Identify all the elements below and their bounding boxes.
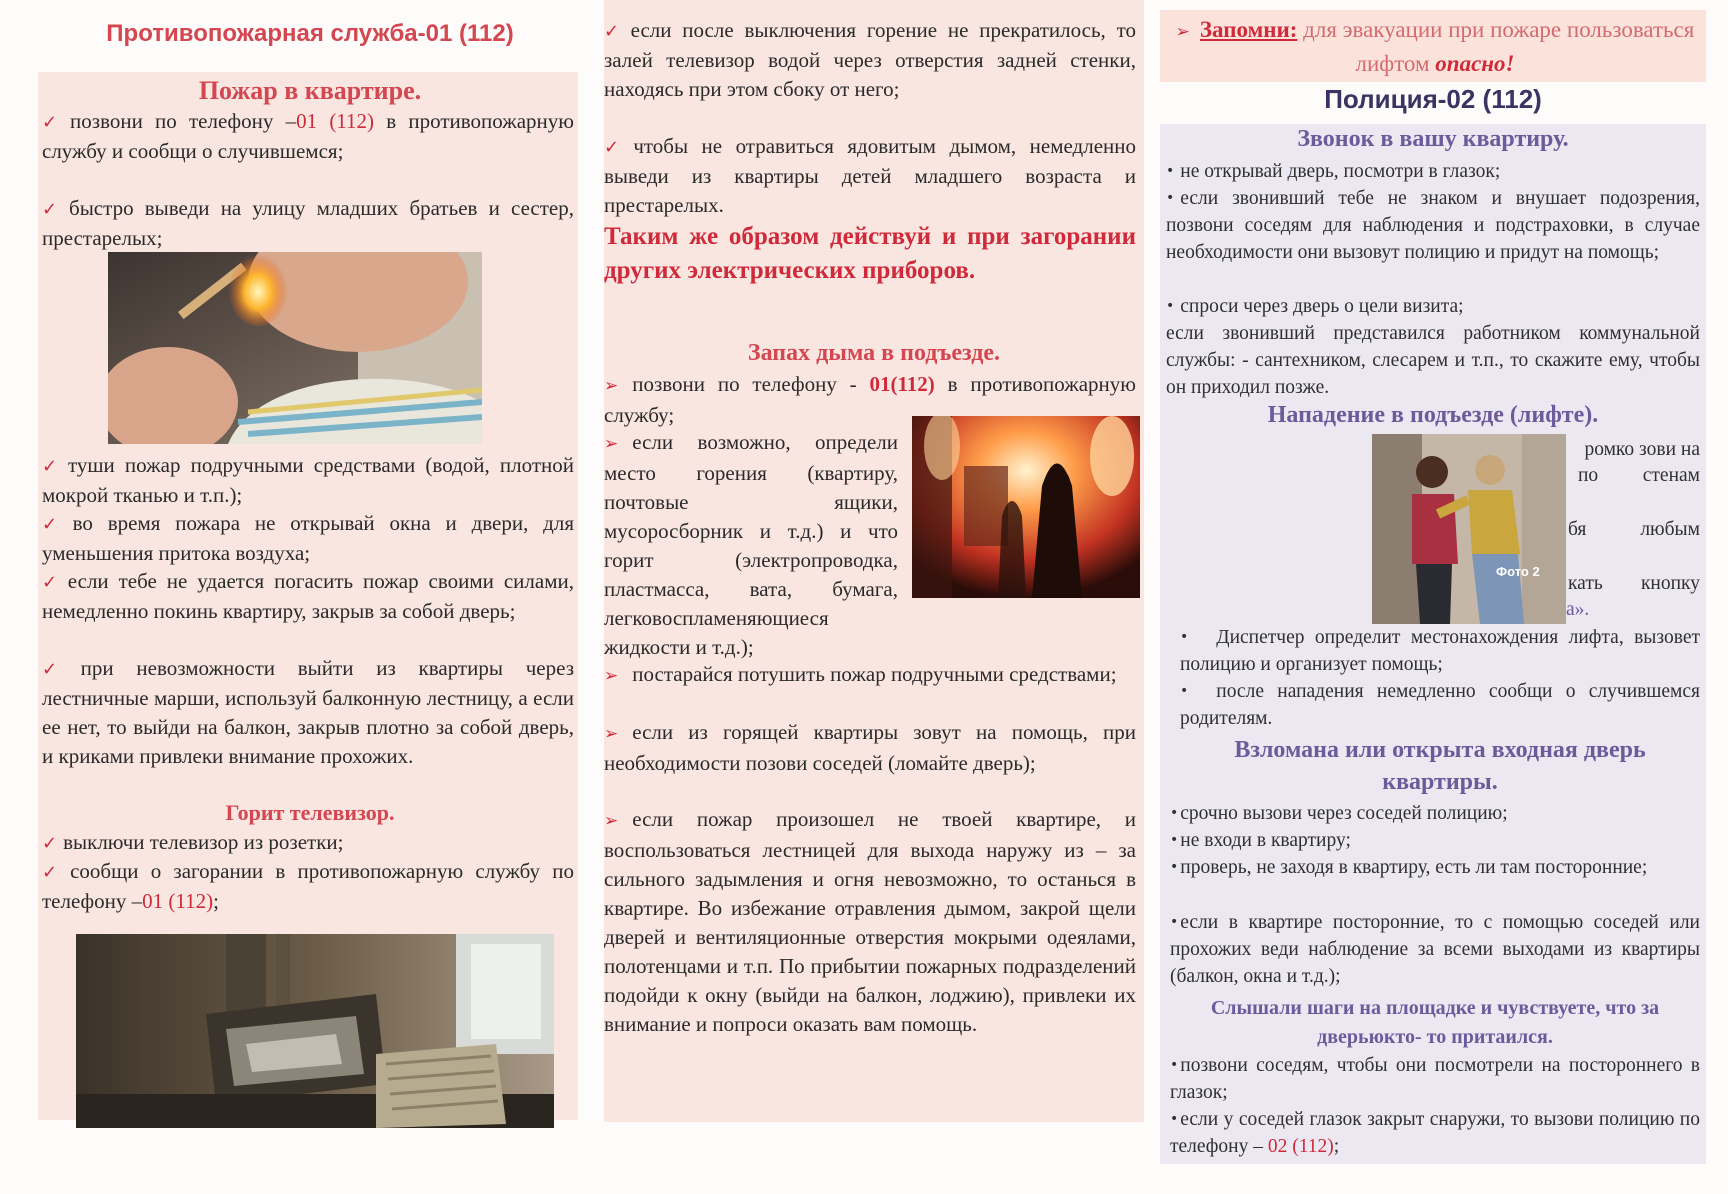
police-title: Полиция-02 (112) bbox=[1324, 84, 1542, 114]
photo-caption: Фото 2 bbox=[1496, 564, 1540, 579]
door-instruction-observe-exits: • если в квартире посторонние, то с помощью соседей или прохожих веди наблюдение за всеми выходами из квартиры (балкон, окна и т.д.); bbox=[1170, 912, 1700, 987]
bullet-icon: • bbox=[1166, 190, 1175, 206]
fire-service-title: Противопожарная служба-01 (112) bbox=[106, 20, 514, 47]
elevator-warning: ➢ Запомни: для эвакуации при пожаре пользоваться лифтом опасно! bbox=[1175, 17, 1695, 76]
smoke-instruction-locate: ➢ если возможно, определи место горения (квартиру, почтовые ящики, мусоросборник и т.д.) и что горит (электропроводка, пластмасса, вата, бумага, легковоспламеняющиеся жидкости и т.д.); bbox=[604, 430, 898, 659]
doorbell-instruction-stranger: • если звонивший тебе не знаком и внушает подозрения, позвони соседям для наблюдения и подстраховки, в случае необходимости они вызовут полицию и придут на помощь; bbox=[1166, 188, 1700, 263]
tv-instruction-unplug: ✓ выключи телевизор из розетки; bbox=[42, 830, 344, 854]
doorbell-instruction-ask-purpose: • спроси через дверь о цели визита; bbox=[1166, 296, 1464, 317]
attack-instruction-dispatcher: • Диспетчер определит местонахождения лифта, вызовет полицию и организует помощь; bbox=[1180, 627, 1700, 675]
bullet-icon: • bbox=[1180, 683, 1189, 699]
bullet-icon: • bbox=[1170, 805, 1179, 821]
smoke-instruction-extinguish: ➢ постарайся потушить пожар подручными средствами; bbox=[604, 662, 1117, 686]
tv-instruction-pour-water: ✓ если после выключения горение не прекратилось, то залей телевизор водой через отверстия задней стенки, находясь при этом сбоку от него; bbox=[604, 18, 1136, 101]
bullet-icon: • bbox=[1170, 859, 1179, 875]
fire-instruction-balcony: ✓ при невозможности выйти из квартиры через лестничные марши, используй балконную лестницу, а если ее нет, то выйди на балкон, закрыв плотно за собой дверь, и криками привлеки внимание прохожих. bbox=[42, 656, 574, 768]
bullet-icon: • bbox=[1170, 832, 1179, 848]
tv-instruction-toxic-smoke: ✓ чтобы не отравиться ядовитым дымом, немедленно выведи из квартиры детей младшего возраста и престарелых. bbox=[604, 134, 1136, 217]
fire-in-apartment-heading: Пожар в квартире. bbox=[198, 76, 422, 105]
smoke-instruction-call: ➢ позвони по телефону - 01(112) в противопожарную службу; bbox=[604, 372, 1136, 427]
bullet-icon: • bbox=[1170, 1057, 1179, 1073]
fire-instruction-leave-apartment: ✓ если тебе не удается погасить пожар своими силами, немедленно покинь квартиру, закрыв за собой дверь; bbox=[42, 569, 574, 623]
tv-on-fire-heading: Горит телевизор. bbox=[225, 800, 395, 825]
doorbell-heading: Звонок в вашу квартиру. bbox=[1297, 126, 1569, 152]
bullet-icon: • bbox=[1170, 1111, 1179, 1127]
fire-instruction-close-windows: ✓ во время пожара не открывай окна и двери, для уменьшения притока воздуха; bbox=[42, 511, 574, 565]
burned-tv-photo bbox=[76, 934, 554, 1128]
check-icon: ✓ bbox=[42, 833, 58, 854]
attack-in-entrance-heading: Нападение в подъезде (лифте). bbox=[1267, 402, 1599, 428]
bullet-icon: • bbox=[1166, 298, 1175, 314]
doorbell-instruction-peephole: • не открывай дверь, посмотри в глазок; bbox=[1166, 161, 1501, 182]
smoke-in-entrance-heading: Запах дыма в подъезде. bbox=[747, 340, 1001, 366]
steps-instruction-call-police: • если у соседей глазок закрыт снаружи, то вызови полицию по телефону – 02 (112); bbox=[1170, 1109, 1700, 1157]
check-icon: ✓ bbox=[604, 21, 625, 42]
door-instruction-check-strangers: • проверь, не заходя в квартиру, есть ли там посторонние; bbox=[1170, 857, 1648, 878]
bullet-icon: • bbox=[1170, 914, 1179, 930]
arrow-icon: ➢ bbox=[604, 666, 619, 686]
doorbell-instruction-utility-worker: если звонивший представился работником коммунальной службы: - сантехником, слесарем и т.п., то скажите ему, чтобы он приходил позже. bbox=[1166, 323, 1700, 398]
fire-instruction-evacuate-family: ✓ быстро выведи на улицу младших братьев и сестер, престарелых; bbox=[42, 196, 574, 250]
arrow-icon: ➢ bbox=[604, 376, 619, 396]
bullet-icon: • bbox=[1166, 163, 1175, 179]
arrow-icon: ➢ bbox=[604, 724, 619, 744]
check-icon: ✓ bbox=[42, 514, 67, 535]
tv-instruction-report: ✓ сообщи о загорании в противопожарную службу по телефону –01 (112); bbox=[42, 859, 574, 913]
fire-instruction-call: ✓ позвони по телефону –01 (112) в противопожарную службу и сообщи о случившемся; bbox=[42, 109, 574, 163]
steps-instruction-neighbors: • позвони соседям, чтобы они посмотрели на постороннего в глазок; bbox=[1170, 1055, 1700, 1103]
smoke-instruction-stay-inside: ➢ если пожар произошел не твоей квартире, и воспользоваться лестницей для выхода наружу из – за сильного задымления и огня невозможно, то останься в квартире. Во избежание отравления дымом, закрой щели дверей и вентиляционные отверстия мокрыми одеялами, полотенцами и т.п. По прибытии пожарных подразделений подойди к окну (выйди на балкон, лоджию), привлеки их внимание и попроси оказать вам помощь. bbox=[604, 807, 1136, 1036]
elevator-attack-photo bbox=[1372, 434, 1566, 624]
fire-instruction-extinguish: ✓ туши пожар подручными средствами (водой, плотной мокрой тканью и т.п.); bbox=[42, 453, 574, 507]
arrow-icon: ➢ bbox=[1175, 22, 1190, 42]
bullet-icon: • bbox=[1180, 629, 1189, 645]
electrical-devices-note: Таким же образом действуй и при загорании других электрических приборов. bbox=[604, 223, 1136, 284]
arrow-icon: ➢ bbox=[604, 811, 619, 831]
check-icon: ✓ bbox=[42, 862, 65, 883]
door-broken-heading: Взломана или открыта входная дверь квартиры. bbox=[1234, 737, 1646, 795]
check-icon: ✓ bbox=[42, 659, 75, 680]
smoke-instruction-help-neighbors: ➢ если из горящей квартиры зовут на помощь, при необходимости позови соседей (ломайте дверь); bbox=[604, 720, 1136, 775]
attack-instruction-tell-parents: • после нападения немедленно сообщи о случившемся родителям. bbox=[1180, 681, 1700, 729]
check-icon: ✓ bbox=[42, 456, 62, 477]
steps-on-landing-heading: Слышали шаги на площадке и чувствуете, что за дверьюкто- то притаился. bbox=[1210, 997, 1660, 1048]
check-icon: ✓ bbox=[42, 112, 65, 133]
door-instruction-call-police: • срочно вызови через соседей полицию; bbox=[1170, 803, 1508, 824]
door-instruction-dont-enter: • не входи в квартиру; bbox=[1170, 830, 1351, 851]
check-icon: ✓ bbox=[604, 137, 628, 158]
child-with-match-photo bbox=[108, 252, 482, 444]
check-icon: ✓ bbox=[42, 572, 62, 593]
check-icon: ✓ bbox=[42, 199, 64, 220]
arrow-icon: ➢ bbox=[604, 434, 619, 454]
